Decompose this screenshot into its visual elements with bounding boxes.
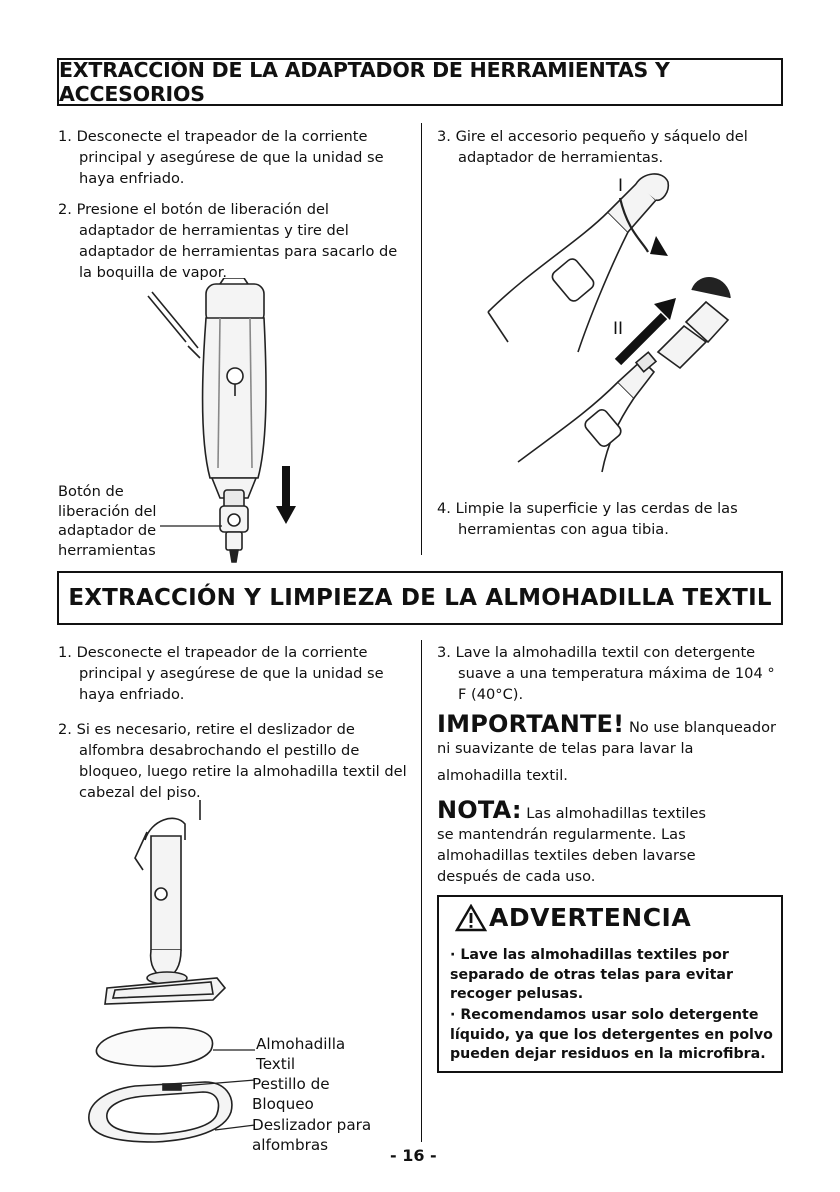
accessory-removal-illustration [478,172,738,492]
section-title-tool-adapter: EXTRACCIÓN DE LA ADAPTADOR DE HERRAMIENTAS Y ACCESORIOS [57,58,783,106]
label-textile-pad: Almohadilla Textil [256,1035,346,1073]
step-marker-2: II [613,319,624,339]
page-number: - 16 - [390,1146,437,1165]
s2-step-3: 3. Lave la almohadilla textil con detergente suave a una temperatura máxima de 104 ° F (40°C). [437,644,775,703]
warning-item-1: · Lave las almohadillas textiles por separado de otras telas para evitar recoger pelusas. [450,947,733,1002]
handheld-steamer-illustration [140,278,300,568]
label-lock-latch: Pestillo de Bloqueo [252,1075,330,1113]
label-carpet-glider: Deslizador para alfombras [252,1116,372,1154]
section-title-textile-pad: EXTRACCIÓN Y LIMPIEZA DE LA ALMOHADILLA TEXTIL [57,571,783,625]
s1-step-3: 3. Gire el accesorio pequeño y sáquelo del adaptador de herramientas. [437,128,748,166]
release-button-label: Botón de liberación del adaptador de herramientas [58,483,157,559]
s2-step-1: 1. Desconecte el trapeador de la corriente principal y asegúrese de que la unidad se haya enfriado. [58,644,384,703]
column-divider-bottom [421,640,422,1142]
s2-step-2: 2. Si es necesario, retire el deslizador de alfombra desabrochando el pestillo de bloqueo, luego retire la almohadilla textil del cabezal del piso. [58,721,407,801]
important-note: IMPORTANTE! No use blanqueador ni suavizante de telas para lavar la almohadilla textil. [437,710,777,784]
s1-step-2: 2. Presione el botón de liberación del adaptador de herramientas y tire del adaptador de herramientas para sacarlo de la boquilla de vapor. [58,201,398,281]
warning-box [437,895,783,1073]
important-heading: IMPORTANTE! [437,710,625,738]
nota-note: NOTA: Las almohadillas textiles se mantendrán regularmente. Las almohadillas textiles deben lavarse después de cada uso. [437,796,707,885]
steam-mop-pad-illustration [85,800,260,1155]
nota-heading: NOTA: [437,796,522,824]
step-marker-1: I [618,176,624,196]
s1-step-1: 1. Desconecte el trapeador de la corriente principal y asegúrese de que la unidad se haya enfriado. [58,128,384,187]
warning-title: ADVERTENCIA [455,903,691,932]
warning-triangle-icon [455,904,487,932]
column-divider-top [421,123,422,555]
s1-step-4: 4. Limpie la superficie y las cerdas de las herramientas con agua tibia. [437,500,738,538]
warning-item-2: · Recomendamos usar solo detergente líquido, ya que los detergentes en polvo pueden dejar residuos en la microfibra. [450,1007,773,1062]
